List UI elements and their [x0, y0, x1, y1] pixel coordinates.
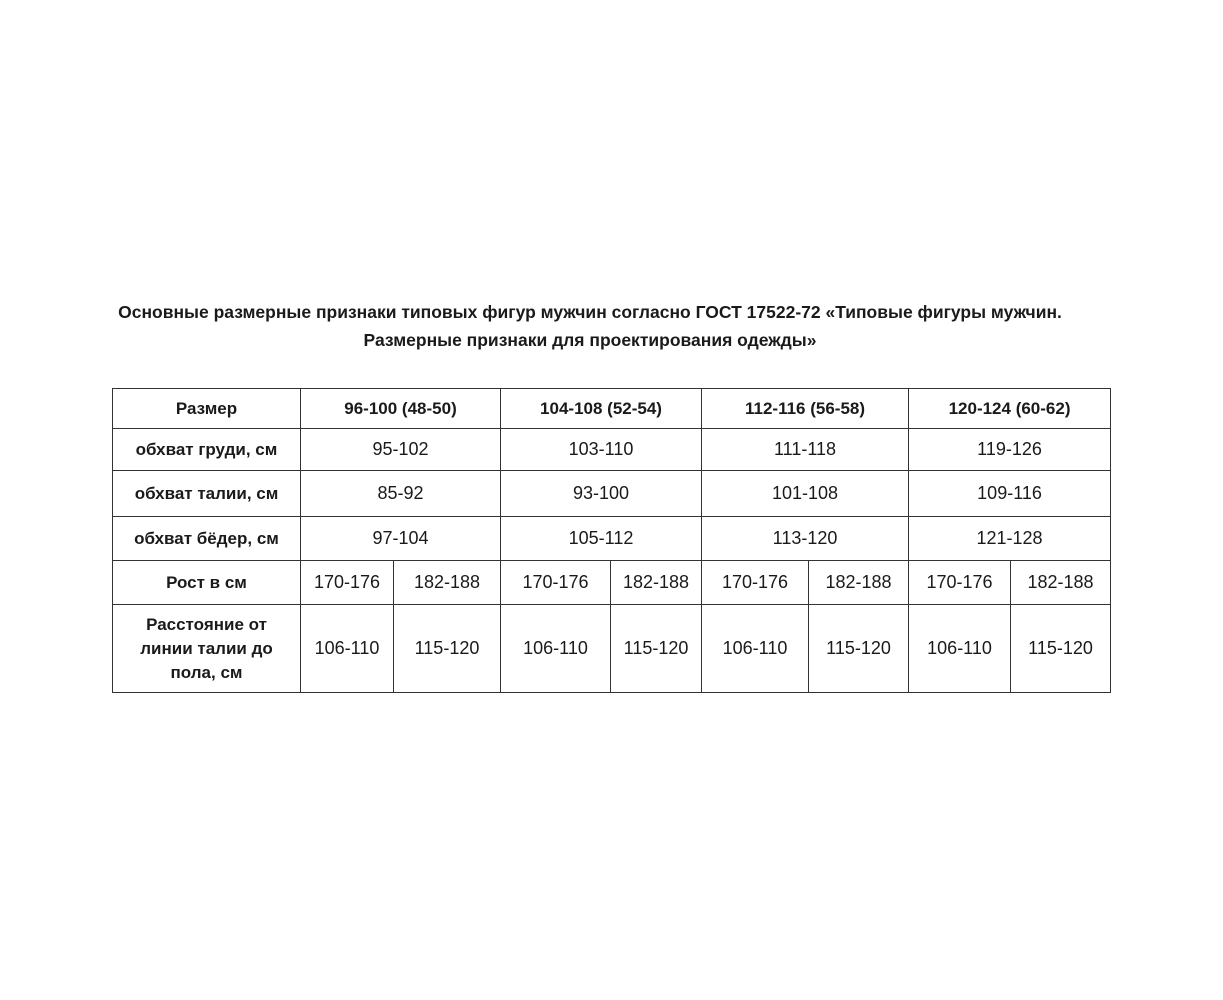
- table-cell: 182-188: [394, 561, 501, 605]
- row-label-height: Рост в см: [113, 561, 301, 605]
- row-label-hips: обхват бёдер, см: [113, 517, 301, 561]
- table-cell: 97-104: [301, 517, 501, 561]
- table-cell: 106-110: [501, 605, 611, 693]
- table-row-header: [113, 389, 1111, 429]
- document-title: [0, 298, 1180, 354]
- table-cell: 101-108: [702, 471, 909, 517]
- table-cell: 85-92: [301, 471, 501, 517]
- table-row-waist-to-floor: [113, 605, 1111, 693]
- row-label-chest: обхват груди, см: [113, 429, 301, 471]
- size-header-cell: 112-116 (56-58): [702, 389, 909, 429]
- table-cell: 182-188: [1011, 561, 1111, 605]
- table-cell: 115-120: [809, 605, 909, 693]
- size-header-cell: 104-108 (52-54): [501, 389, 702, 429]
- table-row-chest: [113, 429, 1111, 471]
- size-table: [112, 388, 1111, 693]
- table-cell: 105-112: [501, 517, 702, 561]
- size-header-label: Размер: [113, 389, 301, 429]
- title-line-1: Основные размерные признаки типовых фигур мужчин согласно ГОСТ 17522-72 «Типовые фигуры мужчин.: [118, 302, 1062, 322]
- table-row-height: [113, 561, 1111, 605]
- table-cell: 106-110: [301, 605, 394, 693]
- table-cell: 113-120: [702, 517, 909, 561]
- table-cell: 115-120: [394, 605, 501, 693]
- size-header-cell: 96-100 (48-50): [301, 389, 501, 429]
- table-cell: 109-116: [909, 471, 1111, 517]
- table-cell: 93-100: [501, 471, 702, 517]
- table-cell: 115-120: [1011, 605, 1111, 693]
- table-cell: 103-110: [501, 429, 702, 471]
- table-cell: 182-188: [611, 561, 702, 605]
- table-cell: 170-176: [702, 561, 809, 605]
- row-label-waist-to-floor: [113, 605, 301, 693]
- table-cell: 121-128: [909, 517, 1111, 561]
- title-line-2: Размерные признаки для проектирования одежды»: [363, 330, 817, 350]
- table-cell: 106-110: [702, 605, 809, 693]
- table-cell: 111-118: [702, 429, 909, 471]
- row-label-waist: обхват талии, см: [113, 471, 301, 517]
- row-label-line: пола, см: [170, 662, 243, 682]
- table-cell: 115-120: [611, 605, 702, 693]
- row-label-line: линии талии до: [140, 638, 273, 658]
- table-row-waist: [113, 471, 1111, 517]
- table-cell: 106-110: [909, 605, 1011, 693]
- table-cell: 170-176: [301, 561, 394, 605]
- table-row-hips: [113, 517, 1111, 561]
- size-header-cell: 120-124 (60-62): [909, 389, 1111, 429]
- table-cell: 170-176: [501, 561, 611, 605]
- table-cell: 95-102: [301, 429, 501, 471]
- table-cell: 182-188: [809, 561, 909, 605]
- row-label-line: Расстояние от: [146, 614, 267, 634]
- table-cell: 119-126: [909, 429, 1111, 471]
- table-cell: 170-176: [909, 561, 1011, 605]
